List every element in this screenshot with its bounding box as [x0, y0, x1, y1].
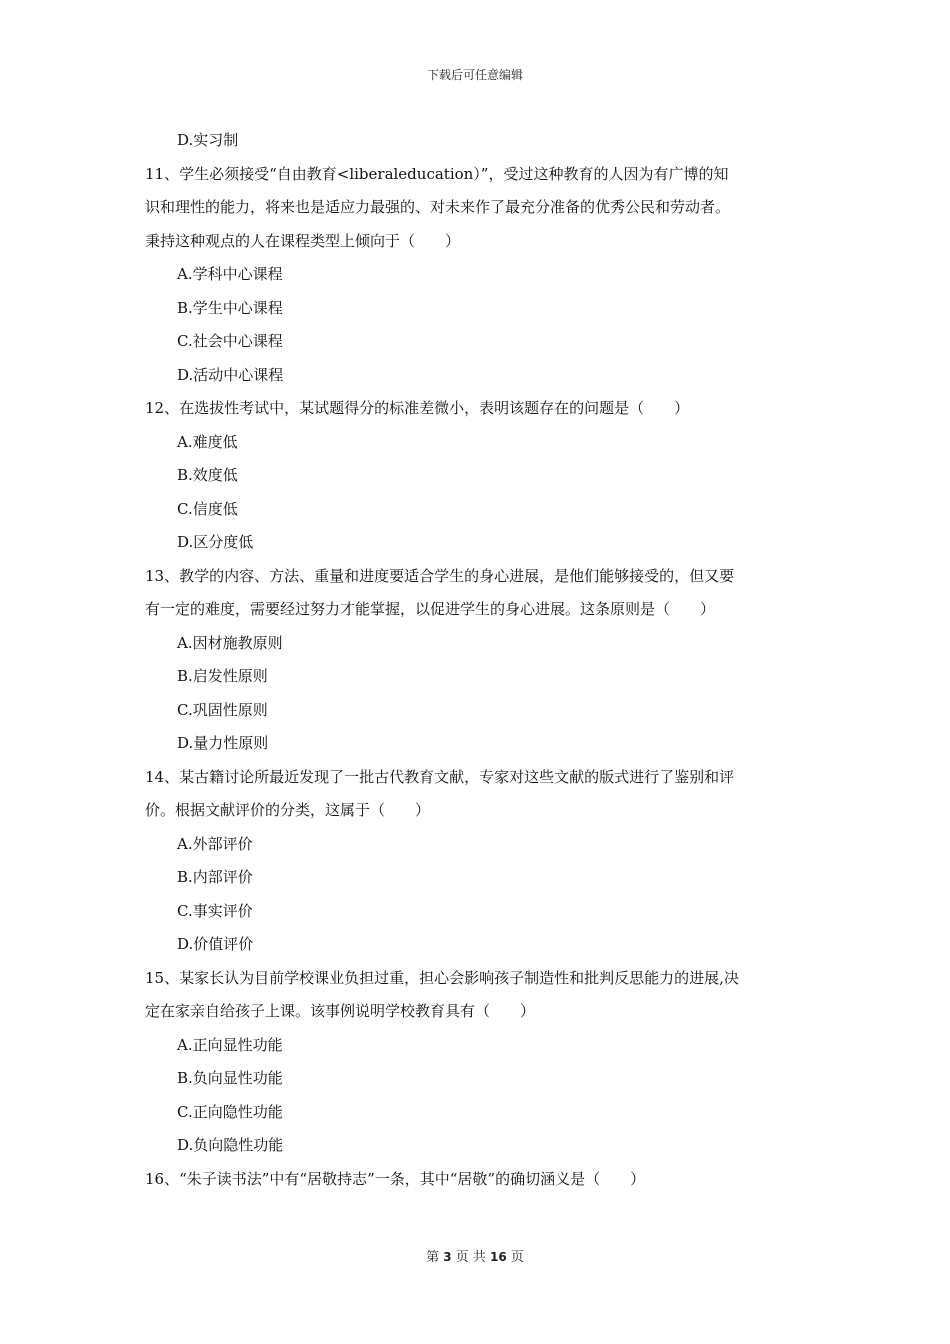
option-line: A.外部评价	[177, 834, 253, 853]
option-line: B.效度低	[177, 466, 238, 484]
option-line: B.启发性原则	[177, 667, 268, 685]
option-line: B.内部评价	[177, 868, 253, 886]
option-line: C.信度低	[177, 499, 238, 518]
document-body	[145, 124, 810, 1196]
question-11-line-1: 11、学生必须接受“自由教育<liberaleducation）”，受过这种教育的人因为有广博的知	[145, 164, 729, 183]
option-line: D.负向隐性功能	[177, 1136, 284, 1154]
question-13-line-1: 13、教学的内容、方法、重量和进度要适合学生的身心进展，是他们能够接受的，但又要	[145, 566, 735, 585]
option-line: B.学生中心课程	[177, 298, 283, 317]
option-line: A.正向显性功能	[177, 1035, 283, 1054]
option-line: D.区分度低	[177, 533, 254, 551]
page-header: 下载后可任意编辑	[426, 68, 523, 82]
option-line: D.活动中心课程	[177, 365, 284, 384]
option-line: C.巩固性原则	[177, 700, 268, 719]
footer-prefix: 第	[426, 1250, 440, 1265]
question-16-line-1: 16、“朱子读书法”中有“居敬持志”一条，其中“居敬”的确切涵义是（ ）	[145, 1169, 646, 1188]
question-14-line-2: 价。根据文献评价的分类，这属于（ ）	[145, 801, 431, 819]
question-11-line-2: 识和理性的能力，将来也是适应力最强的、对未来作了最充分准备的优秀公民和劳动者。	[145, 198, 731, 216]
question-11-line-3: 秉持这种观点的人在课程类型上倾向于（ ）	[145, 231, 461, 250]
option-line: A.因材施教原则	[177, 633, 283, 652]
footer-middle: 页 共	[455, 1250, 486, 1265]
option-line: A.学科中心课程	[177, 265, 283, 283]
option-line: C.正向隐性功能	[177, 1102, 283, 1121]
footer-suffix: 页	[510, 1250, 524, 1265]
option-line: B.负向显性功能	[177, 1069, 283, 1087]
option-line: D.实习制	[177, 131, 239, 149]
option-line: D.价值评价	[177, 935, 254, 953]
option-line: D.量力性原则	[177, 734, 269, 752]
question-13-line-2: 有一定的难度，需要经过努力才能掌握，以促进学生的身心进展。这条原则是（ ）	[145, 600, 716, 618]
option-line: A.难度低	[177, 432, 238, 451]
option-line: C.社会中心课程	[177, 332, 283, 350]
page-footer	[0, 1246, 950, 1265]
page-total: 16	[490, 1250, 507, 1264]
question-15-line-2: 定在家亲自给孩子上课。该事例说明学校教育具有（ ）	[145, 1002, 536, 1020]
question-14-line-1: 14、某古籍讨论所最近发现了一批古代教育文献，专家对这些文献的版式进行了鉴别和评	[145, 767, 735, 786]
page-number: 3	[443, 1250, 452, 1264]
question-15-line-1: 15、某家长认为目前学校课业负担过重，担心会影响孩子制造性和批判反思能力的进展,决	[145, 968, 739, 987]
option-line: C.事实评价	[177, 901, 253, 920]
question-12-line-1: 12、在选拔性考试中，某试题得分的标准差微小，表明该题存在的问题是（ ）	[145, 399, 690, 417]
